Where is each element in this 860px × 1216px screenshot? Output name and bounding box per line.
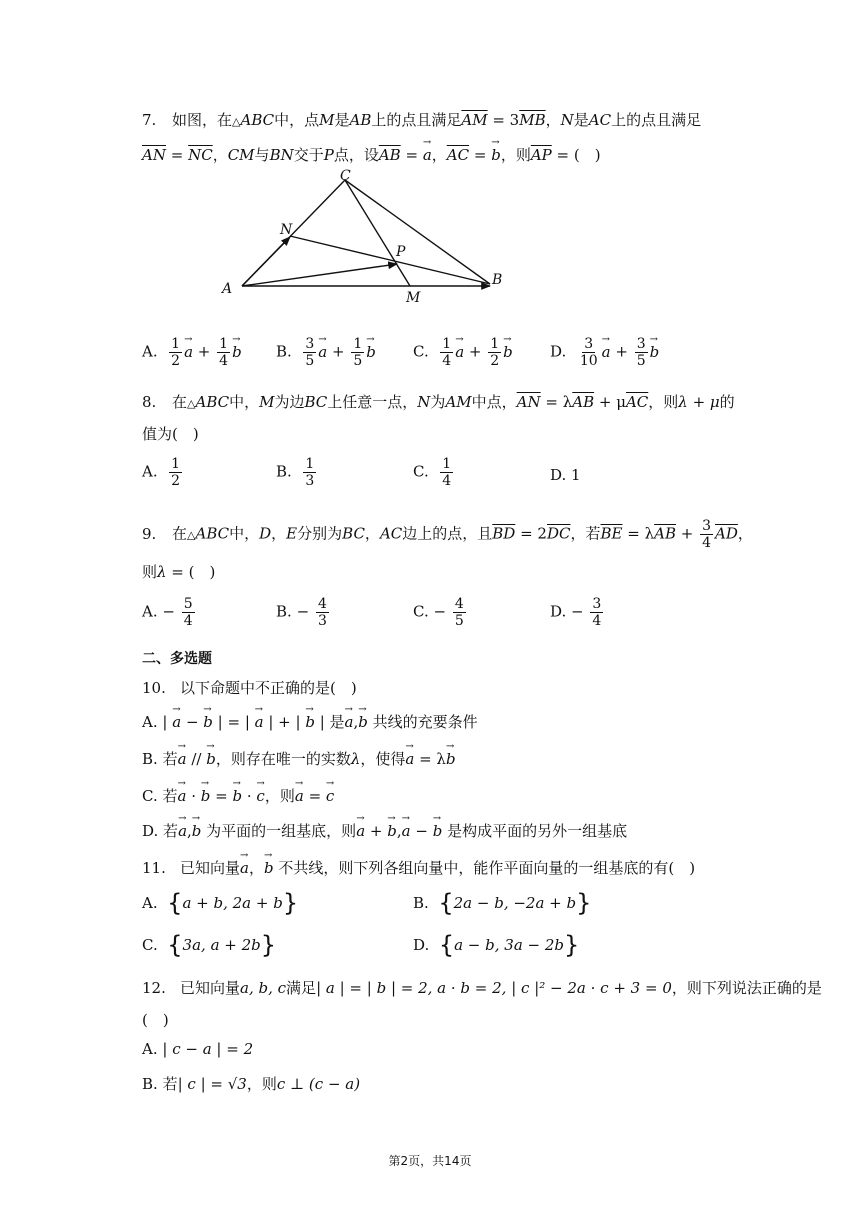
q7-text: =	[469, 146, 492, 164]
q7-text: = ( )	[551, 146, 601, 164]
q9-text: 在	[172, 524, 188, 543]
vector-b: → b	[305, 712, 315, 732]
minus-sign: −	[162, 602, 175, 621]
vector-c: → c	[326, 786, 334, 806]
fraction	[440, 336, 453, 369]
q10-number: 10.	[142, 679, 166, 697]
option-label: D.	[550, 466, 567, 484]
q7-text: =	[400, 146, 423, 164]
vector-a: → a	[402, 821, 411, 841]
q12-line2	[142, 1010, 169, 1030]
option-label: B.	[276, 602, 292, 621]
vector-b: → b	[491, 145, 501, 165]
vector-b: → b	[232, 342, 242, 362]
math: | + |	[263, 713, 306, 731]
vector-b: → b	[203, 712, 213, 732]
denominator: 4	[442, 473, 452, 489]
q7-option-a[interactable]: A. $\frac{1}{2}$ → a + $\frac{1}{4}$ → b	[142, 336, 242, 369]
q8-text: 值为( )	[142, 425, 199, 443]
q10-text: ，则	[264, 787, 295, 805]
q9-text: 边上的点，且	[402, 524, 493, 543]
option-label: A.	[142, 713, 158, 731]
numerator: 1	[171, 336, 181, 352]
numerator: 3	[636, 336, 646, 352]
q8-text: 在	[172, 393, 188, 411]
denominator: 5	[636, 353, 646, 369]
q12-option-a[interactable]	[142, 1039, 253, 1059]
denominator: 10	[579, 353, 598, 369]
vector-a: → a	[178, 821, 187, 841]
vector-ap-arrow	[242, 264, 397, 286]
q11-text: ，	[248, 859, 264, 877]
vector-a: → a	[178, 749, 187, 769]
vector-ab: $\overline{AB}$	[378, 146, 401, 164]
math: −	[181, 713, 204, 731]
numerator: 3	[584, 336, 594, 352]
q8-text: N	[417, 393, 431, 411]
q10-text: 若	[162, 787, 178, 805]
vector-a: → a	[405, 749, 414, 769]
math: | = |	[212, 713, 255, 731]
fraction	[635, 336, 648, 369]
fraction	[169, 336, 182, 369]
numerator: 1	[442, 456, 452, 472]
numerator: 5	[183, 596, 193, 612]
q8-text: 为边	[274, 393, 305, 411]
q8-option-b[interactable]	[276, 456, 318, 489]
option-label: C.	[413, 462, 429, 481]
vector-ac: $\overline{AC}$	[446, 146, 470, 164]
right-brace: }	[260, 931, 277, 959]
q11-option-a[interactable]	[142, 889, 299, 917]
math: ·	[242, 787, 257, 805]
q7-number: 7.	[142, 111, 157, 129]
q9-option-a[interactable]	[142, 596, 197, 629]
option-label: D.	[550, 342, 567, 361]
q11-text: 不共线，则下列各组向量中，能作平面向量的一组基底的有( )	[273, 859, 696, 877]
numerator: 4	[454, 596, 464, 612]
math: −	[410, 822, 433, 840]
q7-text: 中，点	[274, 111, 320, 129]
q8-line1	[142, 392, 735, 414]
left-brace: {	[167, 889, 183, 917]
option-label: C.	[142, 936, 158, 954]
q8-option-c[interactable]	[413, 456, 455, 489]
q7-line1	[142, 110, 701, 132]
q7-text: ，则	[500, 146, 531, 164]
q7-text: ，	[431, 146, 447, 164]
vector-b: → b	[206, 749, 216, 769]
vector-a: → a	[178, 786, 187, 806]
q11-stem	[142, 858, 695, 878]
left-brace: {	[167, 931, 183, 959]
math: λ	[350, 750, 361, 768]
q10-option-b[interactable]	[142, 749, 456, 769]
q11-option-c[interactable]	[142, 931, 277, 959]
math: = λ	[414, 750, 446, 768]
left-brace: {	[438, 931, 455, 959]
q7-text: ABC	[240, 111, 275, 129]
label-b: B	[492, 272, 503, 288]
math: c ⊥ (c − a)	[276, 1075, 361, 1093]
q10-text: 是构成平面的另外一组基底	[442, 822, 628, 840]
q12-text: ，则下列说法正确的是	[671, 979, 822, 997]
option-label: A.	[142, 894, 158, 912]
vector-ab: $\overline{AB}$	[572, 393, 595, 411]
denominator: 3	[317, 613, 327, 629]
q12-text: ( )	[142, 1011, 169, 1029]
minus-sign: −	[571, 602, 584, 621]
triangle-symbol: △	[232, 115, 241, 128]
label-c: C	[340, 168, 351, 184]
q8-text: BC	[304, 393, 328, 411]
math: ·	[186, 787, 201, 805]
q9-text: 中，	[229, 524, 260, 543]
label-p: P	[396, 244, 406, 260]
option-label: B.	[142, 750, 158, 768]
numerator: 4	[317, 596, 327, 612]
triangle-symbol: △	[187, 528, 196, 542]
denominator: 3	[305, 473, 315, 489]
q7-text: 点，设	[333, 146, 379, 164]
q7-option-b[interactable]: B. $\frac{3}{5}$ → a + $\frac{1}{5}$ → b	[276, 336, 376, 369]
q8-line2	[142, 424, 199, 444]
denominator: 5	[305, 353, 315, 369]
q9-text: ，若	[570, 524, 601, 543]
denominator: 4	[702, 535, 712, 551]
q7-text: ，	[545, 111, 561, 129]
q7-text: CM	[227, 146, 255, 164]
q12-number: 12.	[142, 979, 166, 997]
q8-text: ABC	[195, 393, 230, 411]
fraction	[488, 336, 501, 369]
minus-sign: −	[433, 602, 447, 621]
vector-ap: $\overline{AP}$	[530, 146, 552, 164]
q8-text: 的	[719, 393, 735, 411]
math: ,	[353, 713, 359, 731]
math: | c | = √3	[177, 1075, 247, 1093]
q9-text: λ	[157, 563, 167, 581]
denominator: 4	[442, 353, 452, 369]
numerator: 1	[442, 336, 452, 352]
fraction	[453, 596, 466, 629]
vector-b: → b	[201, 786, 211, 806]
q9-option-c[interactable]	[413, 596, 468, 629]
math: +	[365, 822, 388, 840]
q9-text: = 2	[515, 524, 547, 543]
vector-a: → a	[602, 342, 611, 362]
fraction	[316, 596, 329, 629]
option-label: B.	[413, 894, 429, 912]
option-label: C.	[413, 602, 429, 621]
q10-text: 为平面的一组基底，则	[201, 822, 357, 840]
option-label: C.	[413, 342, 429, 361]
denominator: 2	[171, 353, 181, 369]
vector-a: → a	[172, 712, 181, 732]
q10-text: 若	[162, 750, 178, 768]
q8-option-a[interactable]	[142, 456, 184, 489]
label-n: N	[280, 222, 293, 238]
numerator: 3	[702, 518, 712, 534]
option-label: A.	[142, 1040, 158, 1058]
q9-line1	[142, 518, 753, 551]
vector-nc: $\overline{NC}$	[188, 146, 213, 164]
vector-b: → b	[503, 342, 513, 362]
q10-text: ，则存在唯一的实数	[215, 750, 351, 768]
q7-text: P	[323, 146, 334, 164]
q7-text: AB	[349, 111, 372, 129]
q9-option-d[interactable]	[550, 596, 605, 629]
q7-text: ，	[212, 146, 228, 164]
q7-text: =	[165, 146, 189, 164]
q8-text: M	[259, 393, 275, 411]
numerator: 3	[592, 596, 602, 612]
q10-stem	[142, 678, 357, 698]
vector-a: → a	[345, 712, 354, 732]
math: =	[303, 787, 326, 805]
vector-a: → a	[184, 342, 193, 362]
denominator: 4	[219, 353, 229, 369]
numerator: 1	[305, 456, 315, 472]
math: | 是	[314, 713, 345, 731]
q7-text: AC	[588, 111, 612, 129]
right-brace: }	[282, 889, 299, 917]
fraction	[590, 596, 603, 629]
vector-set: 3a, a + 2b	[182, 936, 261, 954]
q8-text: ，则	[648, 393, 679, 411]
q8-text: 上任意一点，	[327, 393, 418, 411]
vector-am: $\overline{AM}$	[461, 111, 488, 129]
q9-text: = ( )	[166, 563, 216, 581]
math: | c − a | = 2	[162, 1040, 254, 1058]
q11-option-d[interactable]	[413, 931, 580, 959]
vector-set: a − b, 3a − 2b	[454, 936, 565, 954]
q7-text: M	[319, 111, 335, 129]
q8-number: 8.	[142, 393, 157, 411]
q10-text: 以下命题中不正确的是( )	[180, 679, 357, 697]
q12-text: 满足	[286, 979, 317, 997]
fraction	[351, 336, 364, 369]
math: | a | = | b | = 2, a · b = 2, | c |² − 2a · c + 3 = 0	[316, 979, 672, 997]
denominator: 5	[353, 353, 363, 369]
vector-b: → b	[264, 858, 274, 878]
q7-text: 是	[334, 111, 350, 129]
q10-text: 若	[163, 822, 179, 840]
vector-b: → b	[446, 749, 456, 769]
q7-text: 上的点且满足	[611, 111, 702, 129]
option-label: D.	[142, 822, 159, 840]
q10-option-d[interactable]	[142, 821, 627, 841]
vector-mb: $\overline{MB}$	[519, 111, 546, 129]
q12-line1	[142, 978, 822, 998]
left-brace: {	[438, 889, 454, 917]
vector-bd: $\overline{BD}$	[492, 524, 516, 543]
q8-text: = λ	[540, 393, 573, 411]
vector-a: → a	[423, 145, 432, 165]
q12-option-b[interactable]	[142, 1074, 360, 1094]
math: ,	[396, 822, 402, 840]
q9-text: ，	[271, 524, 287, 543]
vector-ad: $\overline{AD}$	[715, 524, 738, 543]
denominator: 2	[171, 473, 181, 489]
q9-text: ABC	[195, 524, 230, 543]
q9-text: = λ	[622, 524, 655, 543]
q9-text: ，	[737, 524, 753, 543]
fraction	[182, 596, 195, 629]
q8-text: λ + μ	[678, 393, 720, 411]
option-label: A.	[142, 462, 158, 481]
q10-text: 共线的充要条件	[367, 713, 478, 731]
option-label: A.	[142, 602, 158, 621]
fraction	[217, 336, 230, 369]
denominator: 2	[490, 353, 500, 369]
q7-text: BN	[269, 146, 294, 164]
denominator: 5	[454, 613, 464, 629]
math: ,	[187, 822, 192, 840]
vector-a: → a	[356, 821, 365, 841]
right-brace: }	[564, 931, 580, 959]
q12-text: 若	[162, 1075, 178, 1093]
option-label: A.	[142, 342, 158, 361]
q9-text: ，	[364, 524, 380, 543]
numerator: 3	[305, 336, 315, 352]
q11-option-b[interactable]	[413, 889, 592, 917]
q9-text: +	[675, 524, 699, 543]
q10-option-a[interactable]	[142, 712, 478, 732]
q8-option-d[interactable]	[550, 465, 581, 485]
q7-text: 如图，在	[172, 111, 233, 129]
vector-set: 2a − b, −2a + b	[453, 894, 577, 912]
fraction	[578, 336, 600, 369]
fraction	[440, 456, 453, 489]
numerator: 1	[219, 336, 229, 352]
q11-number: 11.	[142, 859, 166, 877]
option-label: B.	[142, 1075, 158, 1093]
vector-dc: $\overline{DC}$	[546, 524, 571, 543]
vector-ac: $\overline{AC}$	[625, 393, 649, 411]
q8-text: 为	[430, 393, 446, 411]
math: //	[186, 750, 207, 768]
fraction	[169, 456, 182, 489]
q9-line2	[142, 562, 215, 582]
denominator: 4	[183, 613, 193, 629]
q11-text: 已知向量	[180, 859, 241, 877]
fraction	[303, 336, 316, 369]
q7-text: = 3	[487, 111, 520, 129]
vector-a: → a	[240, 858, 249, 878]
vector-a: → a	[455, 342, 464, 362]
option-label: B.	[276, 462, 292, 481]
vector-ab: $\overline{AB}$	[654, 524, 676, 543]
q9-text: E	[286, 524, 298, 543]
q12-text: ，则	[246, 1075, 277, 1093]
vector-b: → b	[233, 786, 243, 806]
option-label: D.	[413, 936, 430, 954]
q9-text: AC	[379, 524, 403, 543]
option-label: B.	[276, 342, 292, 361]
q8-text: 中，	[229, 393, 260, 411]
q7-text: 交于	[293, 146, 324, 164]
math: =	[210, 787, 233, 805]
math: |	[162, 713, 173, 731]
math: a, b, c	[240, 979, 287, 997]
q8-text: AM	[445, 393, 472, 411]
option-value: 1	[571, 466, 581, 484]
numerator: 1	[490, 336, 500, 352]
q9-text: 分别为	[297, 524, 343, 543]
segment-nb	[290, 236, 490, 284]
vector-a: → a	[318, 342, 327, 362]
section-header: 二、多选题	[142, 651, 212, 667]
q9-number: 9.	[142, 524, 157, 543]
q9-text: 则	[142, 563, 158, 581]
right-brace: }	[576, 889, 592, 917]
vector-a: → a	[295, 786, 304, 806]
q7-text: N	[560, 111, 574, 129]
q10-text: ，使得	[360, 750, 406, 768]
q9-text: D	[259, 524, 272, 543]
page-footer: 第2页，共14页	[388, 1154, 472, 1168]
vector-b: → b	[358, 712, 368, 732]
vector-an-arrow	[242, 237, 290, 286]
vector-b: → b	[433, 821, 443, 841]
vector-an: $\overline{AN}$	[516, 393, 541, 411]
fraction	[700, 518, 713, 551]
vector-b: → b	[192, 821, 202, 841]
q7-text: 与	[254, 146, 270, 164]
vector-a: → a	[255, 712, 264, 732]
vector-c: → c	[256, 786, 264, 806]
q10-option-c[interactable]	[142, 786, 334, 806]
numerator: 1	[353, 336, 363, 352]
q8-text: 中点，	[471, 393, 517, 411]
option-label: C.	[142, 787, 158, 805]
q7-text: 上的点且满足	[371, 111, 462, 129]
numerator: 1	[171, 456, 181, 472]
label-a: A	[222, 281, 233, 297]
q9-option-b[interactable]	[276, 596, 331, 629]
q7-option-d[interactable]: D. $\frac{3}{10}$ → a + $\frac{3}{5}$ → b	[550, 336, 659, 369]
q12-text: 已知向量	[180, 979, 241, 997]
vector-b: → b	[387, 821, 397, 841]
vector-be: $\overline{BE}$	[600, 524, 623, 543]
denominator: 4	[592, 613, 602, 629]
label-m: M	[406, 290, 421, 306]
vector-b: → b	[366, 342, 376, 362]
minus-sign: −	[296, 602, 310, 621]
q8-text: + μ	[594, 393, 626, 411]
vector-set: a + b, 2a + b	[182, 894, 283, 912]
q7-option-c[interactable]: C. $\frac{1}{4}$ → a + $\frac{1}{2}$ → b	[413, 336, 513, 369]
q7-text: 是	[573, 111, 589, 129]
vector-b: → b	[650, 342, 660, 362]
fraction	[303, 456, 316, 489]
triangle-symbol: △	[187, 397, 196, 410]
option-label: D.	[550, 602, 567, 621]
vector-an: $\overline{AN}$	[142, 146, 166, 164]
q7-line2	[142, 145, 601, 165]
triangle-figure	[210, 166, 530, 308]
q9-text: BC	[342, 524, 365, 543]
